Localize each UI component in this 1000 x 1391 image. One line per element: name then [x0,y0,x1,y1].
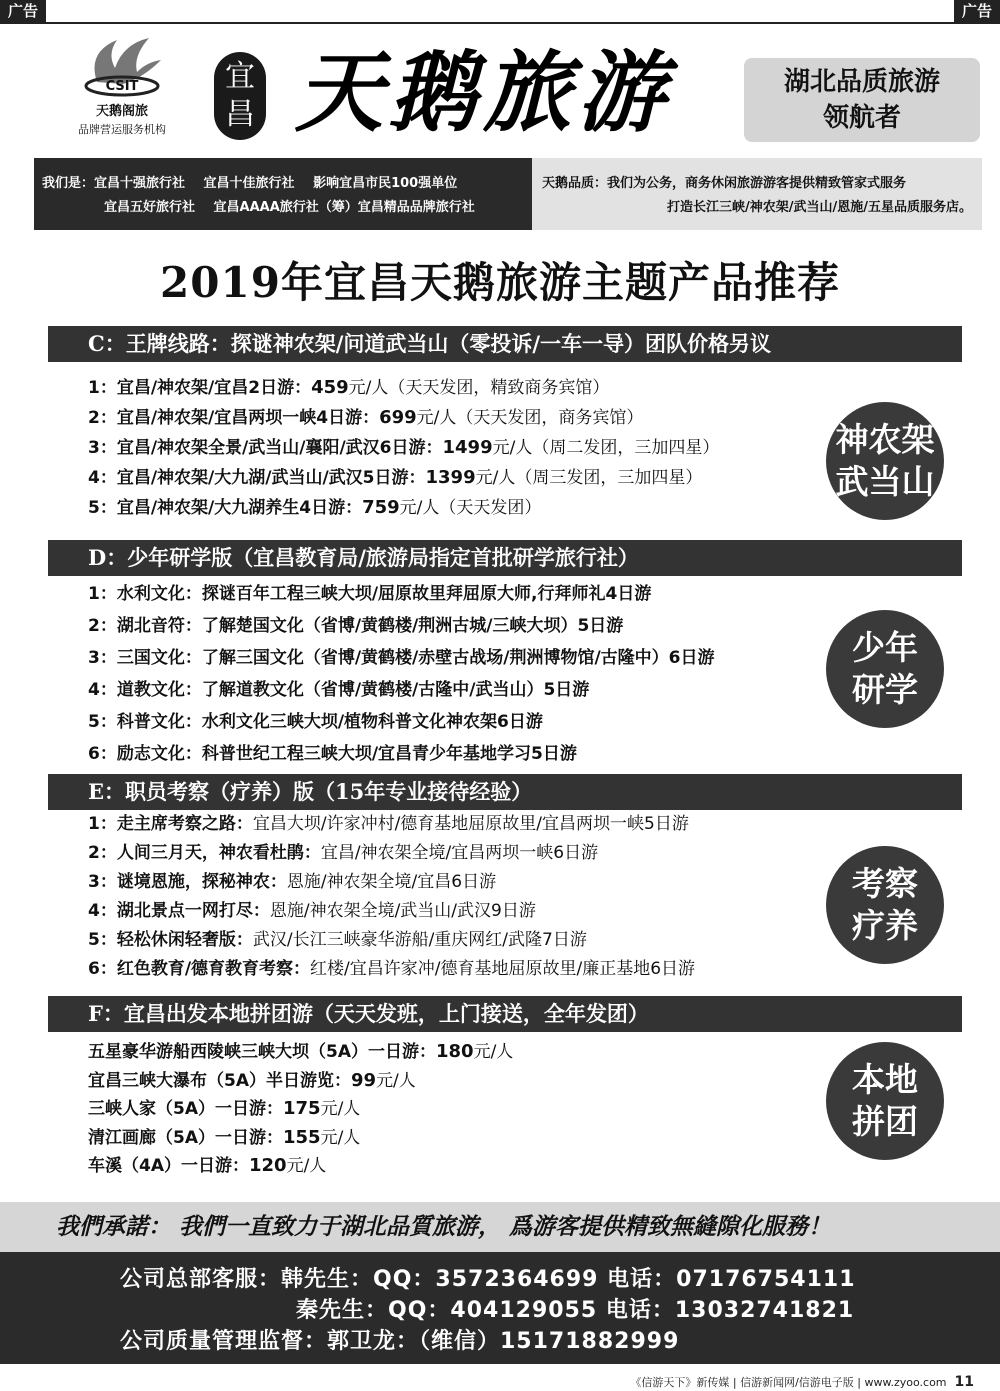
section-header-f: F：宜昌出发本地拼团游（天天发班，上门接送，全年发团） [48,996,962,1032]
company-logo [62,32,182,150]
top-rule [0,22,1000,24]
list-item: 2：人间三月天，神农看杜鹃：宜昌/神农架全境/宜昌两坝一峡6日游 [88,843,599,863]
credential: 宜昌十佳旅行社 [203,176,295,191]
logo-text: 天鹅阁旅 [95,104,148,119]
main-title: 2019年宜昌天鹅旅游主题产品推荐 [160,258,840,307]
swan-logo-icon [77,32,167,98]
credential: 宜昌AAAA旅行社（筹）宜昌精品品牌旅行社 [213,200,475,215]
list-item: 5：科普文化：水利文化三峡大坝/植物科普文化神农架6日游 [88,712,543,732]
list-item: 6：红色教育/德育教育考察：红楼/宜昌许家冲/德育基地屈原故里/廉正基地6日游 [88,959,696,979]
page-footer [630,1374,974,1390]
list-item: 宜昌三峡大瀑布（5A）半日游览：99元/人 [88,1069,416,1091]
brand-title: 天鹅旅游 [295,40,672,144]
list-item: 5：轻松休闲轻奢版：武汉/长江三峡豪华游船/重庆网红/武隆7日游 [88,930,587,950]
credential: 影响宜昌市民100强单位 [313,176,458,191]
list-item: 6：励志文化：科普世纪工程三峡大坝/宜昌青少年基地学习5日游 [88,744,577,764]
info-bar [34,158,982,230]
badge-local-tour: 本地 拼团 [826,1042,944,1160]
list-item: 3：三国文化：了解三国文化（省博/黄鹤楼/赤壁古战场/荆洲博物馆/古隆中）6日游 [88,648,715,668]
credentials-panel [34,158,532,230]
list-item: 3：谜境恩施，探秘神农：恩施/神农架全境/宜昌6日游 [88,872,497,892]
slogan-line-2: 领航者 [822,103,901,133]
promise-banner: 我們承諾： 我們一直致力于湖北品質旅游， 爲游客提供精致無縫隙化服務！ [0,1202,1000,1252]
section-c-list [88,373,848,523]
footer-text: 《信游天下》新传媒 | 信游新闻网/信游电子版 | www.zyoo.com [630,1376,947,1389]
svg-text:CSIT: CSIT [105,79,139,94]
list-item: 2：湖北音符：了解楚国文化（省博/黄鹤楼/荆洲古城/三峡大坝）5日游 [88,616,624,636]
ad-tag-right: 广告 [954,0,1000,22]
badge-study: 少年 研学 [826,610,944,728]
credential: 我们是：宜昌十强旅行社 [42,176,186,191]
list-item: 3：宜昌/神农架全景/武当山/襄阳/武汉6日游：1499元/人（周二发团，三加四星） [88,437,720,458]
list-item: 4：宜昌/神农架/大九湖/武当山/武汉5日游：1399元/人（周三发团，三加四星） [88,467,703,488]
contact-line-3: 公司质量管理监督：郭卫龙：（维信）15171882999 [120,1329,680,1354]
quality-line-1: 天鹅品质：我们为公务，商务休闲旅游游客提供精致管家式服务 [542,176,907,191]
section-header-e: E：职员考察（疗养）版（15年专业接待经验） [48,774,962,810]
list-item: 五星豪华游船西陵峡三峡大坝（5A）一日游：180元/人 [88,1041,514,1062]
section-header-d: D：少年研学版（宜昌教育局/旅游局指定首批研学旅行社） [48,540,962,576]
city-badge [214,52,266,140]
slogan-line-1: 湖北品质旅游 [783,67,940,97]
city-char-1: 宜 [225,59,255,94]
contact-line-2: 秦先生：QQ：404129055 电话：13032741821 [296,1298,855,1323]
contact-line-1: 公司总部客服：韩先生：QQ：3572364699 电话：07176754111 [120,1267,856,1292]
badge-shennongjia: 神农架 武当山 [826,402,944,520]
list-item: 车溪（4A）一日游：120元/人 [88,1155,327,1176]
city-char-2: 昌 [225,97,255,132]
list-item: 5：宜昌/神农架/大九湖养生4日游：759元/人（天天发团） [88,497,542,518]
ad-tag-left: 广告 [0,0,46,22]
list-item: 三峡人家（5A）一日游：175元/人 [88,1098,361,1119]
list-item: 清江画廊（5A）一日游：155元/人 [88,1126,361,1148]
list-item: 1：宜昌/神农架/宜昌2日游：459元/人（天天发团，精致商务宾馆） [88,377,610,398]
quality-panel [532,158,982,230]
section-header-c: C：王牌线路：探谜神农架/问道武当山（零投诉/一车一导）团队价格另议 [48,326,962,362]
quality-line-2: 打造长江三峡/神农架/武当山/恩施/五星品质服务店。 [667,200,972,215]
contact-panel [0,1252,1000,1364]
list-item: 1：水利文化：探谜百年工程三峡大坝/屈原故里拜屈原大师,行拜师礼4日游 [88,584,652,604]
slogan-box [744,58,980,142]
list-item: 2：宜昌/神农架/宜昌两坝一峡4日游：699元/人（天天发团，商务宾馆） [88,407,644,428]
page-number: 11 [954,1374,974,1390]
credential: 宜昌五好旅行社 [104,200,196,215]
list-item: 4：湖北景点一网打尽：恩施/神农架全境/武当山/武汉9日游 [88,901,536,921]
section-d-list [88,578,828,770]
section-e-list [88,810,848,984]
list-item: 1：走主席考察之路：宜昌大坝/许家冲村/德育基地屈原故里/宜昌两坝一峡5日游 [88,814,689,834]
badge-inspection: 考察 疗养 [826,846,944,964]
logo-subtitle: 品牌营运服务机构 [78,123,166,136]
section-f-list [88,1038,848,1181]
list-item: 4：道教文化：了解道教文化（省博/黄鹤楼/古隆中/武当山）5日游 [88,680,590,700]
